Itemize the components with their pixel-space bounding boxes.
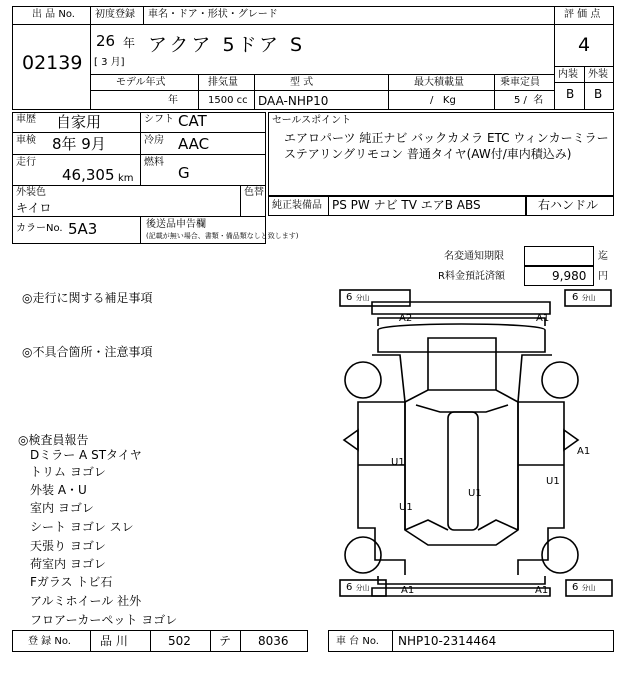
reg-year: 26 <box>96 32 116 50</box>
mark-u1-left-bottom: U1 <box>399 502 413 513</box>
type-value: DAA-NHP10 <box>258 94 329 108</box>
inspector-item: アルミホイール 社外 <box>30 594 142 608</box>
post-doc-note: (記載が無い場合、書類・備品類なしと致します) <box>146 232 299 240</box>
wheel-front-right <box>542 362 578 398</box>
capacity-value: 5 / 名 <box>514 95 544 106</box>
reg-label: 登 録 No. <box>28 636 71 647</box>
lot-number: 02139 <box>22 52 83 74</box>
exterior-label: 外装 <box>588 69 608 80</box>
reg-year-unit: 年 <box>123 36 136 50</box>
mark-a1-bottom-right: A1 <box>535 585 549 596</box>
equipment-value: PS PW ナビ TV エアB ABS <box>332 198 481 212</box>
mark-a2: A2 <box>399 313 413 324</box>
car-name: アクア 5ドア S <box>148 34 306 56</box>
recycle-value: 9,980 <box>552 269 587 283</box>
inspection-value: 8年 9月 <box>52 135 106 153</box>
mark-u1-center: U1 <box>468 488 482 499</box>
name-label: 車名・ドア・形状・グレード <box>148 9 278 20</box>
color-no-value: 5A3 <box>68 220 98 238</box>
post-doc-label: 後送品申告欄 <box>146 219 206 230</box>
displacement-value: 1500 cc <box>208 95 248 106</box>
inspector-item: Fガラス トビ石 <box>30 575 113 589</box>
inspector-item: 外装 A・U <box>30 483 87 497</box>
interior-score: B <box>566 87 575 101</box>
ac-label: 冷房 <box>144 135 164 146</box>
ext-color-label: 外装色 <box>16 187 46 198</box>
max-load-value: / Kg <box>430 95 456 106</box>
history-label: 車歴 <box>16 114 36 125</box>
ext-color-value: キイロ <box>16 201 52 215</box>
model-year-value: 年 <box>168 95 178 106</box>
tire-front-right: 6 分山 <box>572 292 596 303</box>
type-label: 型 式 <box>290 77 314 88</box>
inspector-item: フロアーカーペット ヨゴレ <box>30 613 178 627</box>
defect-notes-title: ◎不具合箇所・注意事項 <box>22 345 153 359</box>
inspector-item: 荷室内 ヨゴレ <box>30 557 106 571</box>
reg-class: 502 <box>168 634 191 648</box>
interior-label: 内装 <box>558 69 578 80</box>
recycle-label: R料金預託済額 <box>438 271 505 282</box>
fuel-value: G <box>178 164 190 182</box>
capacity-label: 乗車定員 <box>500 77 540 88</box>
shift-value: CAT <box>178 112 207 130</box>
mark-u1-left-top: U1 <box>391 457 405 468</box>
mirror-left <box>344 430 358 450</box>
history-value: 自家用 <box>56 113 102 131</box>
roof <box>448 412 478 530</box>
windshield <box>416 405 508 412</box>
shift-label: シフト <box>144 114 174 125</box>
mileage-label: 走行 <box>16 157 36 168</box>
rear-bumper <box>378 576 545 584</box>
wheel-front-left <box>345 362 381 398</box>
inspector-item: Dミラー A STタイヤ <box>30 448 142 462</box>
fuel-label: 燃料 <box>144 157 164 168</box>
tire-rear-left: 6 分山 <box>346 582 370 593</box>
tire-front-left: 6 分山 <box>346 292 370 303</box>
inspector-item: 室内 ヨゴレ <box>30 501 94 515</box>
mark-u1-right: U1 <box>546 476 560 487</box>
displacement-label: 排気量 <box>208 77 238 88</box>
chassis-label: 車 台 No. <box>336 636 379 647</box>
mirror-right <box>564 430 578 450</box>
sales-line-2: ステアリングリモコン 普通タイヤ(AW付/車内積込み) <box>284 147 572 161</box>
inspection-label: 車検 <box>16 135 36 146</box>
reg-number: 8036 <box>258 634 289 648</box>
mark-a1-top: A1 <box>536 313 550 324</box>
score-label: 評 価 点 <box>564 9 601 20</box>
sales-line-1: エアロパーツ 純正ナビ バックカメラ ETC ウィンカーミラー <box>284 131 609 145</box>
first-reg-label: 初度登録 <box>95 9 135 20</box>
mark-a1-bottom: A1 <box>401 585 415 596</box>
max-load-label: 最大積載量 <box>414 77 464 88</box>
inspector-item: シート ヨゴレ スレ <box>30 520 134 534</box>
name-change-unit: 迄 <box>598 251 608 262</box>
color-no-label: カラーNo. <box>16 223 63 234</box>
name-change-label: 名変通知期限 <box>444 251 504 262</box>
chassis-value: NHP10-2314464 <box>398 634 497 648</box>
recycle-unit: 円 <box>598 271 608 282</box>
sales-label: セールスポイント <box>272 115 352 126</box>
lot-label: 出 品 No. <box>32 9 75 20</box>
reg-month: [ 3 月] <box>94 57 125 68</box>
reg-area: 品 川 <box>100 634 128 648</box>
ac-value: AAC <box>178 135 210 153</box>
steering-value: 右ハンドル <box>538 198 599 212</box>
driving-notes-title: ◎走行に関する補足事項 <box>22 291 153 305</box>
score-value: 4 <box>578 34 591 56</box>
model-year-label: モデル年式 <box>116 77 166 88</box>
inspector-report-title: ◎検査員報告 <box>18 433 89 447</box>
inspector-item: トリム ヨゴレ <box>30 465 106 479</box>
inspector-item: 天張り ヨゴレ <box>30 539 106 553</box>
exterior-score: B <box>594 87 603 101</box>
mileage-value: 46,305 <box>62 166 115 184</box>
equipment-label: 純正装備品 <box>272 200 322 211</box>
reg-kana: テ <box>219 634 232 648</box>
mileage-unit: km <box>118 173 134 184</box>
mark-a1-right: A1 <box>577 446 591 457</box>
tire-rear-right: 6 分山 <box>572 582 596 593</box>
color-change-label: 色替 <box>244 187 264 198</box>
